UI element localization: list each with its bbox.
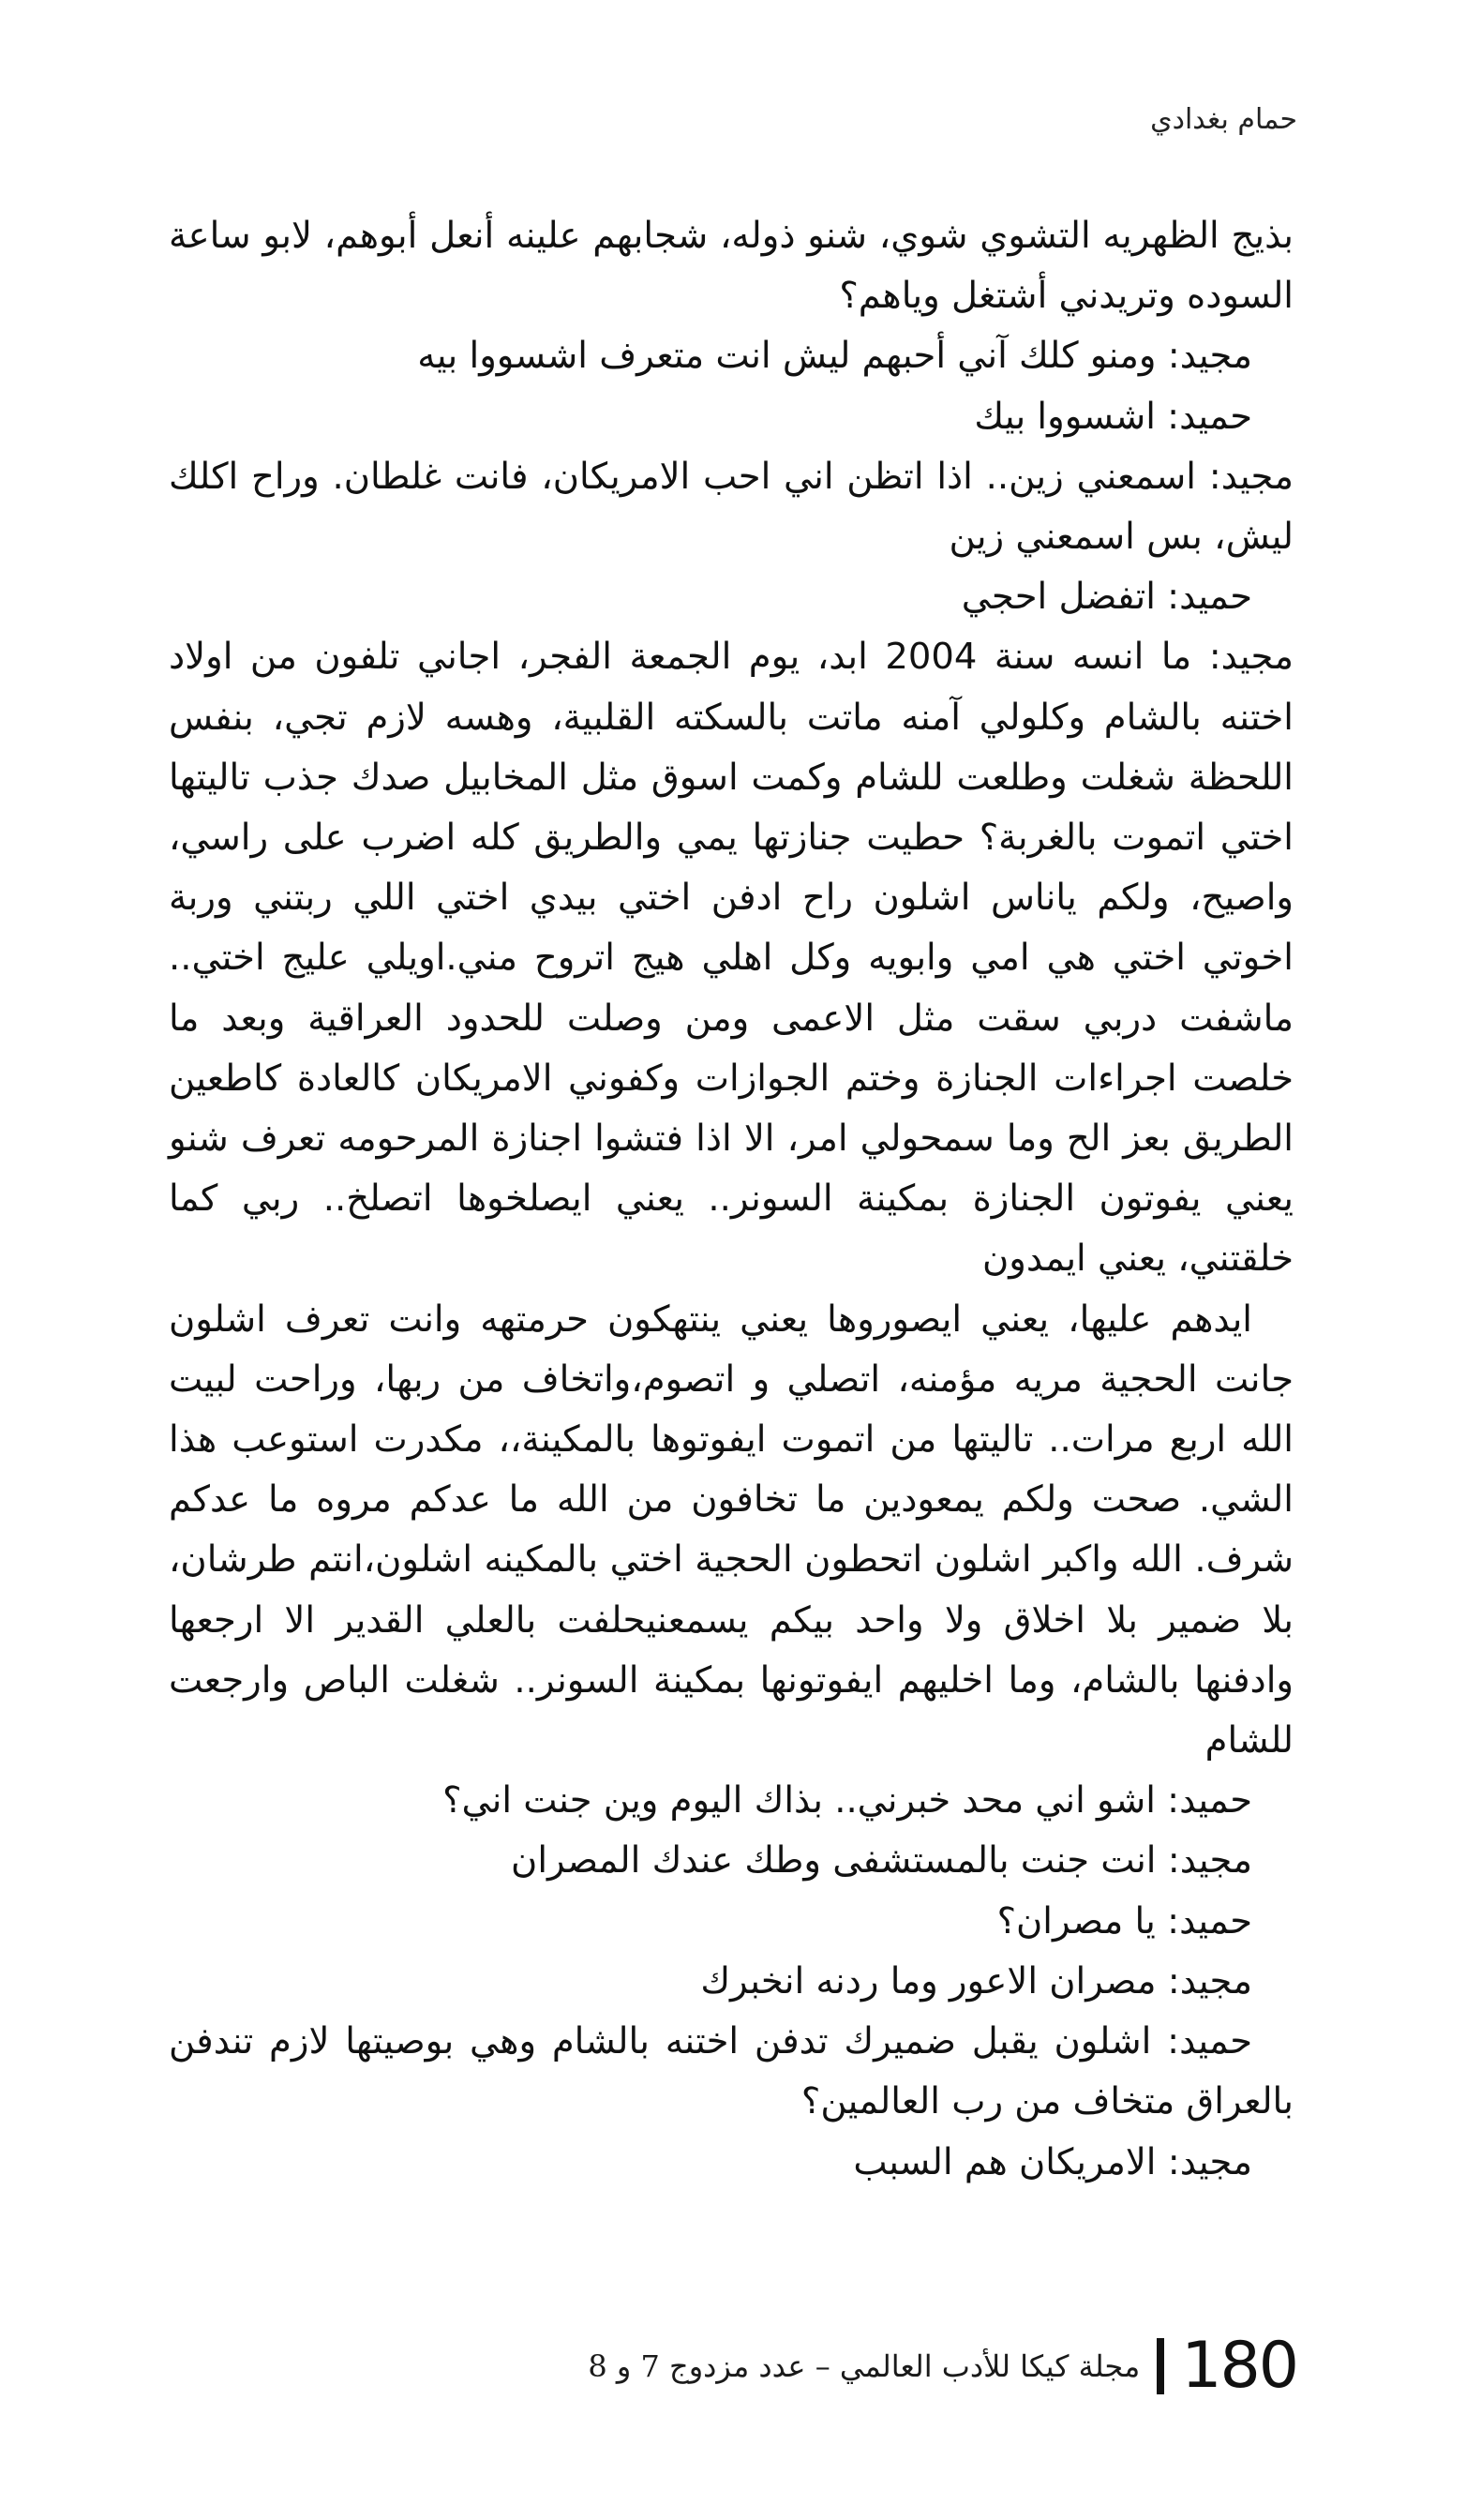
dialogue-line: حميد: اشو اني محد خبرني.. بذاك اليوم وين جنت اني؟ — [442, 1779, 1252, 1822]
paragraph: ايدهم عليها، يعني ايصوروها يعني ينتهكون حرمتهه وانت تعرف اشلون جانت الحجية مريه مؤمنه، اتصلي و اتصوم،واتخاف من ربها، وراحت لبيت الله اربع مرات.. تاليتها من اتموت ايفوتوها بالمكينة،، مكدرت استوعب هذا الشي. صحت ولكم يمعودين ما تخافون من الله ما عدكم مروه ما عدكم شرف. الله واكبر اشلون اتحطون الحجية اختي بالمكينه اشلون،انتم طرشان، بلا ضمير بلا اخلاق ولا واحد بيكم يسمعنيحلفت بالعلي القدير الا ارجعها وادفنها بالشام، وما اخليهم ايفوتونها بمكينة السونر.. شغلت الباص وارجعت للشام — [169, 1298, 1294, 1762]
paragraph: بذيج الظهريه التشوي شوي، شنو ذوله، شجابهم علينه أنعل أبوهم، لابو ساعة السوده وتريدني أشتغل وياهم؟ — [169, 215, 1294, 318]
journal-title: مجلة كيكا للأدب العالمي – عدد مزدوج 7 و 8 — [588, 2348, 1141, 2384]
dialogue-line: مجيد: ومنو كلك آني أحبهم ليش انت متعرف اشسووا بيه — [417, 335, 1252, 378]
dialogue-line: حميد: اشسووا بيك — [974, 395, 1252, 438]
running-header-author: حمام بغدادي — [1150, 103, 1297, 136]
dialogue-line: مجيد: مصران الاعور وما ردنه انخبرك — [700, 1959, 1252, 2002]
body-text — [169, 206, 1294, 2193]
page-number: 180 — [1181, 2329, 1297, 2403]
dialogue-line: مجيد: الامريكان هم السبب — [853, 2140, 1252, 2183]
dialogue-line: مجيد: ما انسه سنة 2004 ابد، يوم الجمعة الفجر، اجاني تلفون من اولاد اختنه بالشام وكلولي آمنه ماتت بالسكته القلبية، وهسه لازم تجي، بنفس اللحظة شغلت وطلعت للشام وكمت اسوق مثل المخابيل صدك جذب تاليتها اختي اتموت بالغربة؟ حطيت جنازتها يمي والطريق كله اضرب على راسي، واصيح، ولكم ياناس اشلون راح ادفن اختي بيدي اختي اللي ربتني وربة اخوتي اختي هي امي وابويه وكل اهلي هيج اتروح مني.اويلي عليج اختي.. ماشفت دربي سقت مثل الاعمى ومن وصلت للحدود العراقية وبعد ما خلصت اجراءات الجنازة وختم الجوازات وكفوني الامريكان كالعادة كاطعين الطريق بعز الح وما سمحولي امر، الا اذا فتشوا اجنازة المرحومه تعرف شنو يعني يفوتون الجنازة بمكينة السونر.. يعني ايصلخوها اتصلخ.. ربي كما خلقتني، يعني ايمدون — [169, 636, 1294, 1281]
dialogue-line: حميد: اتفضل احجي — [961, 576, 1252, 619]
page-footer — [588, 2329, 1297, 2403]
footer-separator — [1157, 2338, 1164, 2394]
dialogue-line: حميد: يا مصران؟ — [996, 1899, 1252, 1942]
dialogue-line: مجيد: انت جنت بالمستشفى وطك عندك المصران — [511, 1839, 1252, 1882]
dialogue-line: حميد: اشلون يقبل ضميرك تدفن اختنه بالشام وهي بوصيتها لازم تندفن بالعراق متخاف من رب العالمين؟ — [169, 2020, 1294, 2123]
dialogue-line: مجيد: اسمعني زين.. اذا اتظن اني احب الامريكان، فانت غلطان. وراح اكلك ليش، بس اسمعني زين — [169, 455, 1294, 559]
